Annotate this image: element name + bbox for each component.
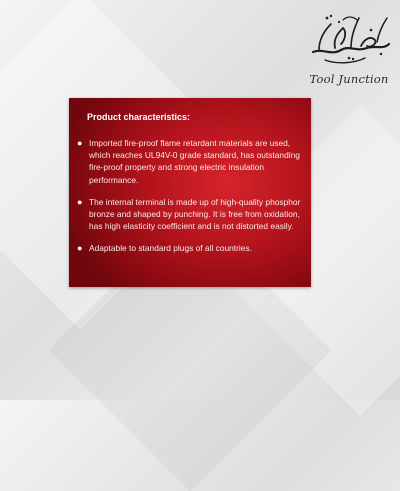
bullet-icon: ● <box>77 196 83 207</box>
list-item <box>75 242 307 254</box>
calligraphy-logo-icon <box>305 8 393 70</box>
list-item <box>75 196 307 233</box>
list-item-text: Imported fire-proof flame retardant materials are used, which reaches UL94V-0 grade standard, has outstanding fire-proof property and strong electric insulation performance. <box>89 138 300 185</box>
product-characteristics-panel <box>69 98 311 287</box>
list-item-text: Adaptable to standard plugs of all countries. <box>89 243 252 254</box>
list-item-text: The internal terminal is made up of high-quality phosphor bronze and shaped by punching. It is free from oxidation, has high elasticity coefficient and is not distorted easily. <box>89 196 301 232</box>
bullet-icon: ● <box>77 243 83 254</box>
brand-name: Tool Junction <box>309 72 389 86</box>
list-item <box>75 137 307 186</box>
panel-title: Product characteristics: <box>87 112 191 122</box>
characteristics-list <box>75 137 307 265</box>
brand-logo <box>305 8 393 90</box>
bullet-icon: ● <box>77 138 83 148</box>
